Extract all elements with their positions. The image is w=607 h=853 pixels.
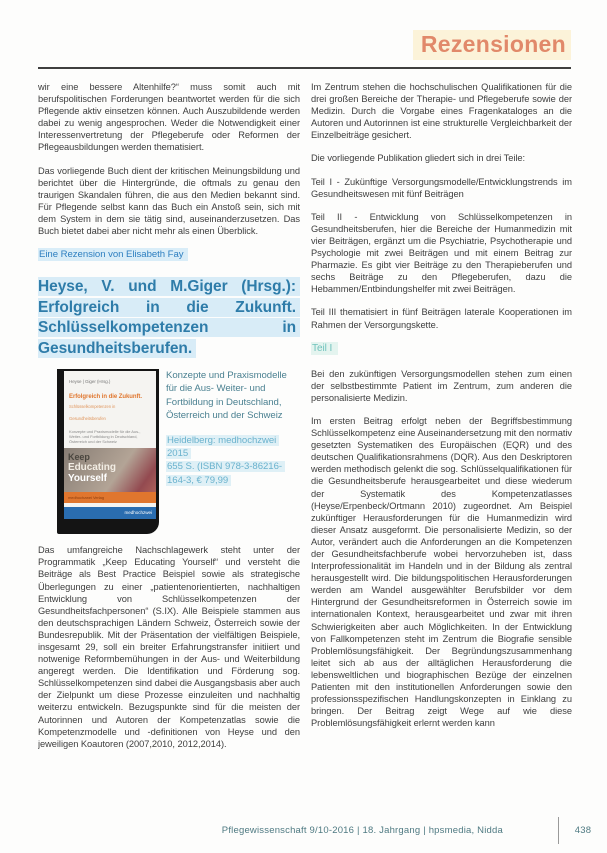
- book-cover-authors: Heyse | Giger (Hrsg.): [69, 379, 111, 385]
- review-byline: Eine Rezension von Elisabeth Fay: [38, 248, 188, 261]
- book-cover-orange-band: medhochzwei Verlag: [64, 492, 156, 503]
- body-paragraph: Im Zentrum stehen die hochschulischen Qualifikationen für die drei großen Bereiche der Therapie- und Pflegeberufe sowie der Medizin. Durch die Vorgabe eines Fragenkataloges an die Autoren und Autorinnen ist eine strukturelle Vergleichbarkeit der Einzelbeiträge gesichert.: [311, 82, 572, 141]
- journal-info: Pflegewissenschaft 9/10-2016 | 18. Jahrgang | hpsmedia, Nidda: [221, 824, 503, 836]
- body-paragraph: Teil I - Zukünftige Versorgungsmodelle/Entwicklungstrends im Gesundheitswesen mit fünf Beiträgen: [311, 176, 572, 199]
- book-cover-photo: [64, 448, 156, 504]
- book-cover-title: Erfolgreich in die Zukunft.: [69, 394, 142, 401]
- book-details: [166, 460, 300, 486]
- book-publication: [166, 434, 300, 460]
- left-column: [38, 81, 300, 813]
- book-cover-text-block: [64, 371, 156, 447]
- section-subheading-row: [311, 342, 572, 355]
- book-info-section: [38, 369, 300, 534]
- book-cover-tagline-word: Educating: [68, 461, 116, 473]
- body-paragraph: Das vorliegende Buch dient der kritischen Meinungsbildung und berichtet über die Hintergründe, die oftmals zu genau den traurigen Skandalen führen, die aus den Medien bekannt sind. Für Pflegende selbst kann das Buch ein Anstoß sein, sich mit dem System in dem sie tätig sind, auseinanderzusetzen. Das Buch bietet dabei aber nicht mehr als einen Überblick.: [38, 165, 300, 237]
- book-bibliographic-info: [166, 369, 300, 534]
- page-footer: [0, 810, 607, 850]
- body-paragraph: Das umfangreiche Nachschlagewerk steht unter der Programmatik „Keep Educating Yourself“ und versteht die Beiträge als Best Practice Beispiel sowie als strategische Überlegungen zu einer „patientenorientierten, nachhaltigen Entwicklung von Schlüsselkompetenzen der Gesundheitsfachpersonen“ (S.IX). Alle Beispiele stammen aus den deutschsprachigen Ländern Schweiz, Österreich sowie der Bundesrepublik. Mit der Präsentation der vielfältigen Beispiele, insgesamt 29, soll ein breiter Erfahrungstransfer initiiert und notwenige Reformbemühungen in der Aus- und Weiterbildung angeregt werden. Die Identifikation und Förderung sog. Schlüsselkompetenzen sind dabei die Ausgangsbasis aber auch der Zielpunkt um diese Prozesse einzuleiten und nachhaltig weiterzu entwickeln. Bezugspunkte sind für die meisten der Autorinnen und Autoren der Kompetenzatlas sowie die Kompetenzmodelle und -definitionen von Heyse und den jeweiligen Koautoren (2007,2010, 2012,2014).: [38, 545, 300, 749]
- book-cover-front: [64, 371, 156, 519]
- review-heading-text: Heyse, V. und M.Giger (Hrsg.): Erfolgreich in die Zukunft. Schlüsselkompetenzen in Gesundheitsberufen.: [38, 277, 300, 358]
- body-paragraph: Teil III thematisiert in fünf Beiträgen laterale Kooperationen im Rahmen der Versorgungskette.: [311, 307, 572, 330]
- page-title: Rezensionen: [413, 30, 571, 60]
- book-details-text: 655 S. (ISBN 978-3-86216-164-3, € 79,99: [166, 461, 285, 485]
- body-paragraph: Teil II - Entwicklung von Schlüsselkompetenzen in Gesundheitsberufen, hier die Bereiche der Humanmedizin mit vier Beiträgen, ergänzt um die Psychiatrie, Psychotherapie und Psychologie mit zwei Beiträgen und mit einem Beitrag zur Pharmazie. Es gibt vier Beiträge zu den Therapieberufen und sechs Beiträge zu den Pflegeberufen, dazu die Hebammen/Entbindungshelfer mit zwei Beiträgen.: [311, 211, 572, 295]
- review-byline-row: [38, 248, 300, 261]
- header-rule: [38, 67, 571, 69]
- book-cover-image: [57, 369, 159, 534]
- body-paragraph: Im ersten Beitrag erfolgt neben der Begriffsbestimmung Schlüsselkompetenz eine Auseinandersetzung mit den normativ gesetzten Systematiken des Europäischen (EQR) und des deutschen Qualifikationsrahmens (DQR). Aus den Deskriptoren werden methodisch gelenkt die sog. Schlüsselqualifikationen für die Gesundheitsberufe herausgearbeitet und diese wiederum der Systematik des Kompetenzatlasses (Heyse/Erpenbeck/Ortmann 2010) zugeordnet. Am Beispiel zukünftiger Herausforderungen für die Humanmedizin wird dieser Ansatz ausgeformt. Die personalisierte Medizin, so der Autor, verändert auch die Anforderungen an die Kompetenzen der Gesundheitsfachberufe wobei hervorzuheben ist, dass Interprofessionalität im Handeln und in der Bildung als zentral herausgestellt wird. Die bildungspolitischen Herausforderungen werden am Wandel ausgewählter Berufsbilder vor dem Hintergrund der Gesundheitsreformen in Österreich sowie im internationalen Kontext, herausgearbeitet und zwar mit ihren Schwierigkeiten aber auch Möglichkeiten. In der Entwicklung von Fallkompetenzen steht im Zentrum die Biografie sensible Problemlösungsfähigkeit. Der Begründungszusammenhang leitet sich ab aus der alltäglichen Herausforderung die lebensweltlichen und biographischen Bezüge der einzelnen Patienten mit den institutionellen Anforderungen sowie den professionsspezifischen Handlungskonzepten in Einklang zu bringen. Der Beitrag zeigt Wege auf wie diese Problemlösungsfähigkeit erlernt werden kann: [311, 415, 572, 729]
- body-paragraph: Bei den zukünftigen Versorgungsmodellen stehen zum einen der selbstbestimmte Patient im Zentrum, zum anderen die personalisierte Medizin.: [311, 368, 572, 403]
- book-cover-publisher-band: medhochzwei: [64, 507, 156, 519]
- page-number: 438: [574, 824, 592, 836]
- body-paragraph: Die vorliegende Publikation gliedert sich in drei Teile:: [311, 153, 526, 164]
- book-publication-text: Heidelberg: medhochzwei 2015: [166, 435, 279, 459]
- book-cover-subtitle: Schlüsselkompetenzen in Gesundheitsberufen: [69, 404, 116, 422]
- book-subtitle: Konzepte und Praxismodelle für die Aus- Weiter- und Fortbildung in Deutschland, Österreich und der Schweiz: [166, 370, 287, 421]
- book-cover-tagline-word: Yourself: [68, 472, 107, 484]
- body-paragraph: wir eine bessere Altenhilfe?“ muss somit auch mit berufspolitischen Forderungen beantwortet werden für die sich Pflegende aktiv einsetzen können. Auch Auszubildende werden dabei zu wenig angesprochen. Weder die Notwendigkeit einer Interessenvertretung der Pflegeberufe oder Reformen der Pflegeausbildungen werden thematisiert.: [38, 82, 300, 153]
- section-subheading-teil-1: Teil I: [311, 342, 338, 355]
- book-cover-series-note: Konzepte und Praxismodelle für die Aus-, Weiter- und Fortbildung in Deutschland, Österreich und der Schweiz: [69, 428, 141, 444]
- right-column: [311, 81, 572, 813]
- book-cover-tagline-word: Keep: [68, 451, 90, 462]
- review-heading: [38, 277, 300, 359]
